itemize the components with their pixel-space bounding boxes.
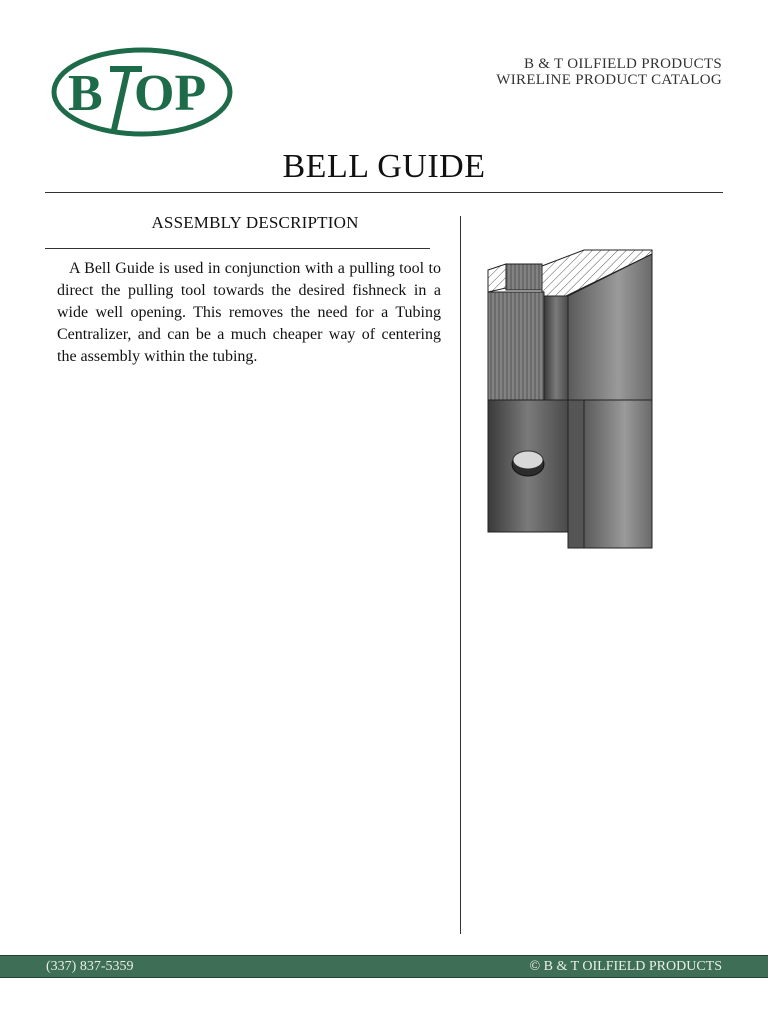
svg-text:B: B [68,65,103,122]
title-divider [45,192,723,193]
svg-text:OP: OP [134,65,207,122]
copyright-text: © B & T OILFIELD PRODUCTS [529,959,722,974]
phone-number: (337) 837-5359 [46,959,134,974]
footer-bar [0,955,768,978]
bell-guide-drawing [484,248,656,552]
section-heading: ASSEMBLY DESCRIPTION [151,213,359,232]
company-name: B & T OILFIELD PRODUCTS [523,56,722,72]
section-divider [45,248,430,249]
btop-logo-graphic [50,46,234,138]
page-title: BELL GUIDE [282,148,486,185]
catalog-name: WIRELINE PRODUCT CATALOG [496,72,722,88]
btop-logo [50,46,234,138]
assembly-description: A Bell Guide is used in conjunction with a pulling tool to direct the pulling tool towards the desired fishneck in a wide well opening. This removes the need for a Tubing Centralizer, and can be a much cheaper way of centering the assembly within the tubing. [57,260,441,365]
column-divider [460,216,461,934]
company-header [496,56,722,88]
bell-guide-illustration [484,248,656,552]
